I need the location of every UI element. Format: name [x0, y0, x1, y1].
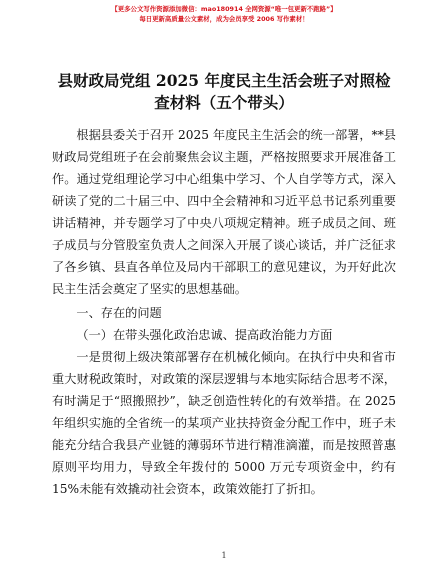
promo-banner-line-1: 【更多公文写作资源添加微信：mao180914 全网资源“唯一包更新不跑路”】	[111, 5, 337, 13]
section-heading: 一、存在的问题	[76, 306, 162, 320]
promo-banner	[0, 4, 448, 24]
promo-banner-line-2: 每日更新高质量公文素材，成为会员享受 2006 写作素材！	[139, 15, 309, 23]
subsection-heading: （一）在带头强化政治忠诚、提高政治能力方面	[76, 328, 333, 342]
document-title: 县财政局党组 2025 年度民主生活会班子对照检查材料（五个带头）	[57, 71, 391, 112]
body-paragraph: 一是贯彻上级决策部署存在机械化倾向。在执行中央和省市重大财税政策时，对政策的深层逻辑与本地实际结合思考不深，有时满足于“照搬照抄”，缺乏创造性转化的有效举措。在 2025 年组织实施的全省统一的某项产业扶持资金分配工作中，班子未能充分结合我县产业链的薄弱环节进行精准滴灌，而是按照普惠原则平均用力，导致全年拨付的 5000 万元专项资金中，约有 15%未能有效撬动社会资本，政策效能打了折扣。	[52, 350, 396, 496]
page-number: 1	[221, 551, 227, 560]
intro-paragraph: 根据县委关于召开 2025 年度民主生活会的统一部署，**县财政局党组班子在会前聚焦会议主题，严格按照要求开展准备工作。通过党组理论学习中心组集中学习、个人自学等方式，深入研读了党的二十届三中、四中全会精神和习近平总书记系列重要讲话精神，并专题学习了中央八项规定精神。班子成员之间、班子成员与分管股室负责人之间深入开展了谈心谈话，并广泛征求了各乡镇、县直各单位及局内干部职工的意见建议，为开好此次民主生活会奠定了坚实的思想基础。	[52, 128, 396, 296]
